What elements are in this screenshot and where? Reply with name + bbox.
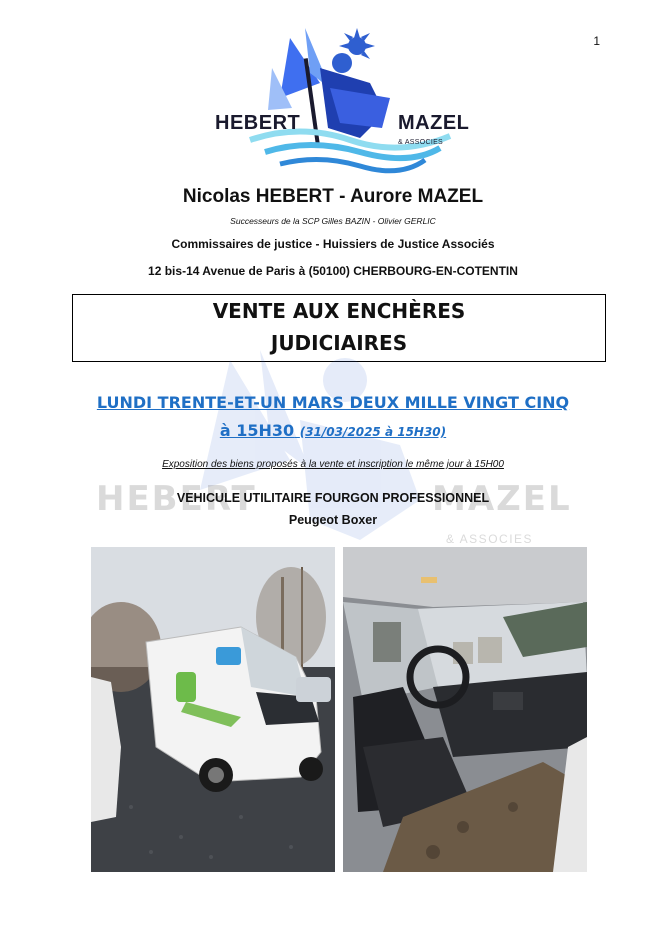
vehicle-type: VEHICULE UTILITAIRE FOURGON PROFESSIONNEL [176,491,490,505]
auction-title-box [72,294,606,362]
van-exterior-photo [91,547,335,872]
logo-text-mazel: MAZEL [398,112,470,134]
sale-time-text: à 15H30 [219,421,295,440]
auction-title-line1: VENTE AUX ENCHÈRES [212,299,466,323]
sale-time-line [0,421,666,440]
exposition-notice: Exposition des biens proposés à la vente et inscription le même jour à 15H00 [162,459,504,470]
logo-text-hebert: HEBERT [215,112,301,134]
profession-line: Commissaires de justice - Huissiers de Justice Associés [171,237,495,251]
van-interior-photo [343,547,587,872]
logo-text-associes: & ASSOCIES [398,139,444,146]
page-number: 1 [593,34,600,48]
watermark-hebert: HEBERT [96,479,257,519]
watermark-associes: & ASSOCIES [446,532,534,546]
hebert-mazel-logo [210,28,480,178]
vehicle-model: Peugeot Boxer [288,513,378,527]
watermark-mazel: MAZEL [432,479,572,519]
office-address: 12 bis-14 Avenue de Paris à (50100) CHERBOURG-EN-COTENTIN [148,264,518,278]
logo-emblem-icon [210,28,480,178]
sale-date-text: LUNDI TRENTE-ET-UN MARS DEUX MILLE VINGT CINQ [96,393,570,412]
auction-title-line2: JUDICIAIRES [270,331,408,355]
successors-line: Successeurs de la SCP Gilles BAZIN - Olivier GERLIC [230,216,436,226]
bailiff-names: Nicolas HEBERT - Aurore MAZEL [182,186,484,207]
sale-time-detail: (31/03/2025 à 15H30) [299,425,447,439]
